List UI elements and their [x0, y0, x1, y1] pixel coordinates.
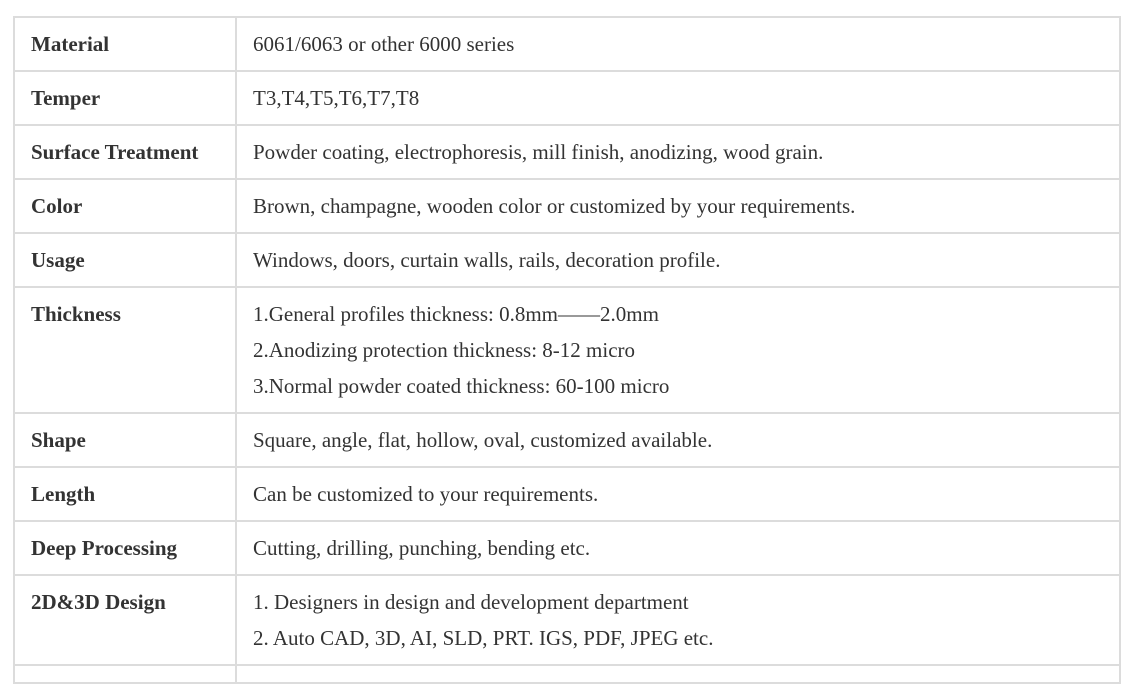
table-row: [14, 71, 1120, 125]
table-row: [14, 287, 1120, 413]
row-label-material: Material: [14, 17, 236, 71]
table-row: [14, 521, 1120, 575]
row-label-empty: [14, 665, 236, 683]
table-row: [14, 125, 1120, 179]
row-label-temper: Temper: [14, 71, 236, 125]
row-label-deep-processing: Deep Processing: [14, 521, 236, 575]
spec-table: [13, 16, 1121, 684]
value-line: 2. Auto CAD, 3D, AI, SLD, PRT. IGS, PDF, JPEG etc.: [253, 626, 714, 650]
row-value-color: [236, 179, 1120, 233]
row-value-empty: [236, 665, 1120, 683]
value-line: 3.Normal powder coated thickness: 60-100 micro: [253, 374, 670, 398]
value-line: 6061/6063 or other 6000 series: [253, 32, 515, 56]
table-row: [14, 233, 1120, 287]
table-row: [14, 575, 1120, 665]
table-row: [14, 413, 1120, 467]
value-line: 1. Designers in design and development department: [253, 590, 689, 614]
row-value-thickness: [236, 287, 1120, 413]
value-line: Cutting, drilling, punching, bending etc.: [253, 536, 591, 560]
row-label-color: Color: [14, 179, 236, 233]
table-row: [14, 17, 1120, 71]
row-value-length: [236, 467, 1120, 521]
row-value-temper: [236, 71, 1120, 125]
row-label-surface-treatment: Surface Treatment: [14, 125, 236, 179]
row-value-deep-processing: [236, 521, 1120, 575]
value-line: Windows, doors, curtain walls, rails, decoration profile.: [253, 248, 721, 272]
row-label-design: 2D&3D Design: [14, 575, 236, 665]
table-row: [14, 467, 1120, 521]
row-value-material: [236, 17, 1120, 71]
row-value-design: [236, 575, 1120, 665]
value-line: Powder coating, electrophoresis, mill finish, anodizing, wood grain.: [253, 140, 824, 164]
row-label-usage: Usage: [14, 233, 236, 287]
row-value-surface-treatment: [236, 125, 1120, 179]
value-line: 1.General profiles thickness: 0.8mm——2.0mm: [253, 302, 659, 326]
value-line: Can be customized to your requirements.: [253, 482, 599, 506]
value-line: T3,T4,T5,T6,T7,T8: [253, 86, 420, 110]
value-line: Square, angle, flat, hollow, oval, customized available.: [253, 428, 713, 452]
row-value-usage: [236, 233, 1120, 287]
row-label-length: Length: [14, 467, 236, 521]
value-line: Brown, champagne, wooden color or customized by your requirements.: [253, 194, 856, 218]
row-label-shape: Shape: [14, 413, 236, 467]
row-value-shape: [236, 413, 1120, 467]
table-row: [14, 665, 1120, 683]
row-label-thickness: Thickness: [14, 287, 236, 413]
table-row: [14, 179, 1120, 233]
value-line: 2.Anodizing protection thickness: 8-12 micro: [253, 338, 636, 362]
